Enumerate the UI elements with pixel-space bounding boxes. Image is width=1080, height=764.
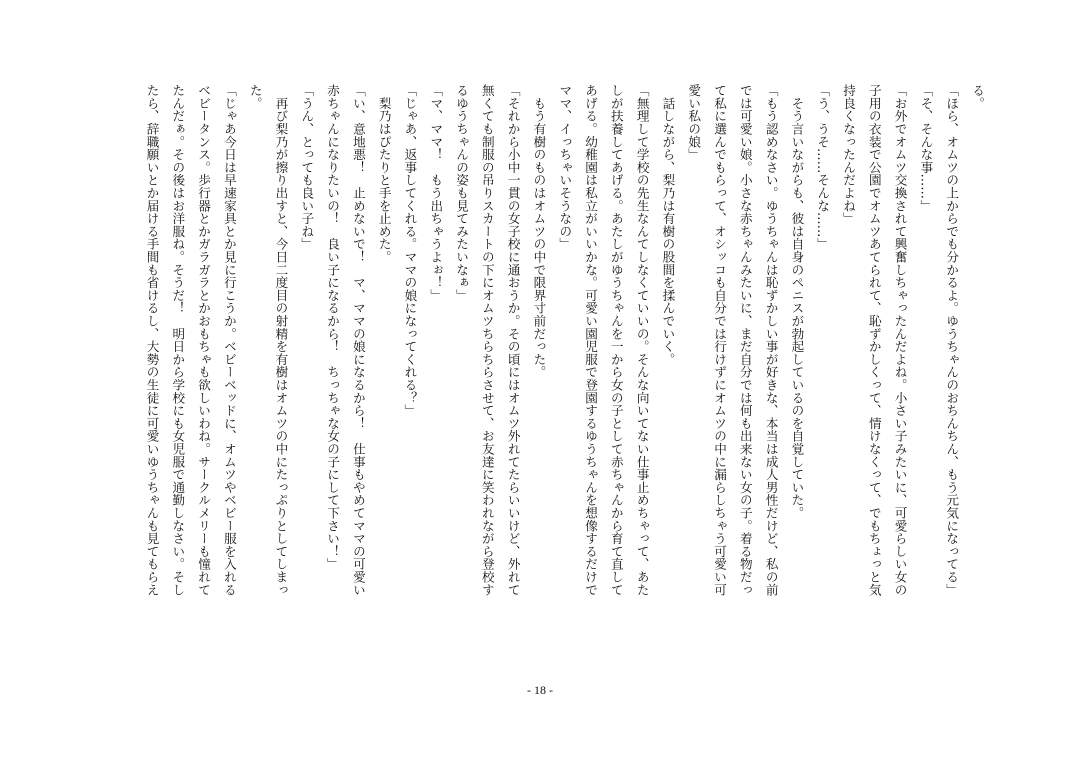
text-line: 「じゃあ今日は早速家具とか見に行こうか。ベビーベッドに、オムツやベビー服を入れる xyxy=(221,84,237,596)
text-line: 「お外でオムツ交換されて興奮しちゃったんだよね。小さい子みたいに、可愛らしい女の xyxy=(892,84,908,596)
text-line: 愛い私の娘」 xyxy=(686,84,702,161)
text-line: 「う、うそ……そんな……」 xyxy=(815,84,831,251)
text-line: るゆうちゃんの姿も見てみたいなぁ」 xyxy=(454,84,470,302)
text-line: 梨乃はぴたりと手を止めた。 xyxy=(376,84,392,264)
text-line: 「そ、そんな事……」 xyxy=(918,84,934,212)
text-line: 赤ちゃんになりたいの！ 良い子になるから！ ちっちゃな女の子にして下さい！」 xyxy=(325,84,341,571)
text-line: た。 xyxy=(247,84,263,110)
text-line: では可愛い娘。小さな赤ちゃんみたいに、まだ自分では何も出来ない女の子。着る物だっ xyxy=(737,84,753,596)
text-line: 話しながら、梨乃は有樹の股間を揉んでいく。 xyxy=(660,84,676,366)
text-line: 「マ、ママ！ もう出ちゃうよぉ！」 xyxy=(428,84,444,302)
text-line: 「それから小中一貫の女子校に通おうか。その頃にはオムツ外れてたらいいけど、外れて xyxy=(505,84,521,596)
text-line: たら、辞職願いとか届ける手間も省けるし、大勢の生徒に可愛いゆうちゃんも見てもらえ xyxy=(144,84,160,596)
text-line: 再び梨乃が擦り出すと、今日二度目の射精を有樹はオムツの中にたっぷりとしてしまっ xyxy=(273,84,289,596)
text-line: る。 xyxy=(970,84,985,110)
text-line: そう言いながらも、彼は自身のペニスが勃起しているのを自覚していた。 xyxy=(789,84,805,520)
text-line: たんだぁ。その後はお洋服ね。そうだ！ 明日から学校にも女児服で通勤しなさい。そし xyxy=(170,84,186,596)
text-line: 「もう認めなさい。ゆうちゃんは恥ずかしい事が好きな、本当は成人男性だけど、私の前 xyxy=(763,84,779,596)
text-line: 持良くなったんだよね」 xyxy=(841,84,857,225)
text-line: もう有樹のものはオムツの中で限界寸前だった。 xyxy=(531,84,547,379)
vertical-text-body xyxy=(80,84,990,684)
text-line: 無くても制服の吊りスカートの下にオムツちらちらさせて、お友達に笑われながら登校す xyxy=(479,84,495,596)
text-line: 「じゃあ、返事してくれる。ママの娘になってくれる？」 xyxy=(402,84,418,417)
text-line: ベビータンス。歩行器とかガラガラとかおもちゃも欲しいわね。サークルメリーも憧れて xyxy=(196,84,212,596)
text-line: 「無理して学校の先生なんてしなくていいの。そんな向いてない仕事止めちゃって、あた xyxy=(634,84,650,596)
text-line: あげる。幼稚園は私立がいいかな。可愛い園児服で登園するゆうちゃんを想像するだけで xyxy=(583,84,599,596)
text-line: 「い、意地悪！ 止めないで！ マ、ママの娘になるから！ 仕事もやめてママの可愛い xyxy=(350,84,366,596)
text-line: しが扶養してあげる。あたしがゆうちゃんを一から女の子として赤ちゃんから育て直して xyxy=(608,84,624,596)
text-line: 「ほら、オムツの上からでも分かるよ。ゆうちゃんのおちんちん、もう元気になってる」 xyxy=(944,84,960,596)
text-line: 子用の衣装で公園でオムツあてられて、恥ずかしくって、情けなくって、でもちょっと気 xyxy=(866,84,882,596)
page-number: - 18 - xyxy=(527,683,553,697)
text-line: ママ、イっちゃいそうなの」 xyxy=(557,84,573,251)
text-line: て私に選んでもらって、オシッコも自分では行けずにオムツの中に漏らしちゃう可愛い可 xyxy=(712,84,728,596)
text-line: 「うん、とっても良い子ね」 xyxy=(299,84,315,251)
